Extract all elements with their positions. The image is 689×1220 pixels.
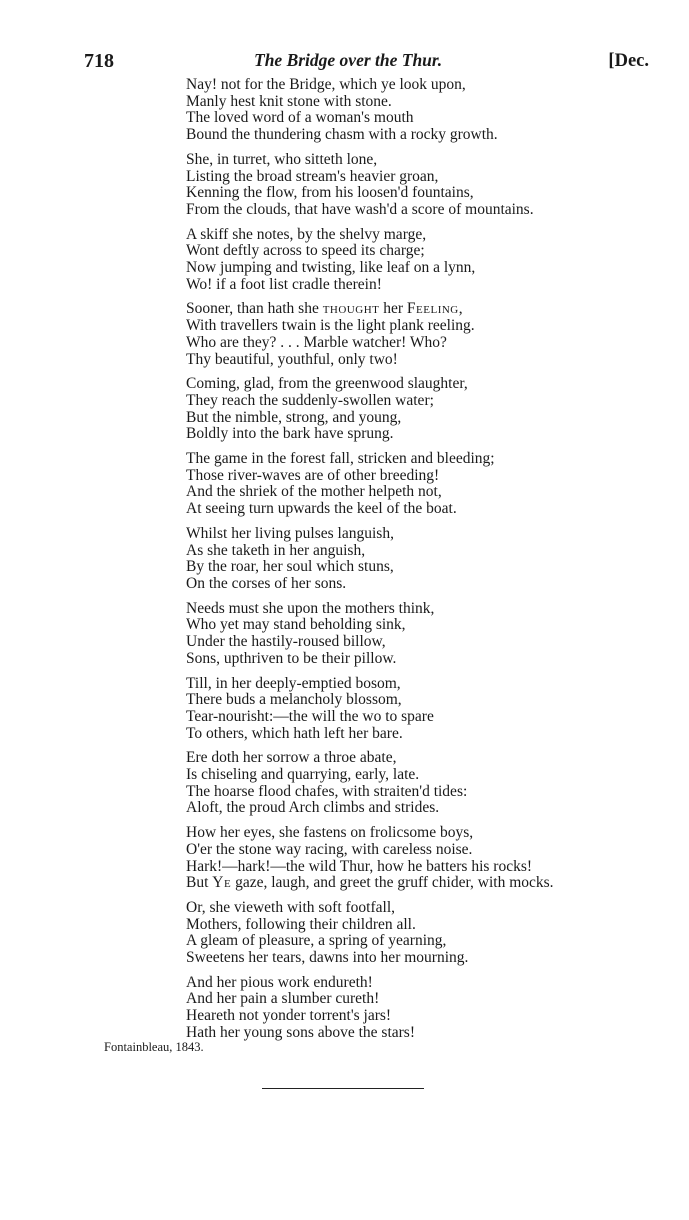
poem-line: Needs must she upon the mothers think, [186, 599, 435, 617]
poem-line: Now jumping and twisting, like leaf on a lynn, [186, 259, 476, 277]
poem-line: O'er the stone way racing, with careless noise. [186, 840, 473, 858]
line-text: But [186, 874, 213, 892]
poem-line: Till, in her deeply-emptied bosom, [186, 674, 401, 692]
poem-line: Sweetens her tears, dawns into her mourning. [186, 949, 469, 967]
stanza [186, 526, 646, 593]
poem-line: By the roar, her soul which stuns, [186, 558, 394, 576]
line-text: , [458, 300, 463, 318]
poem-line: Under the hastily-roused billow, [186, 633, 386, 651]
poem-line: A gleam of pleasure, a spring of yearning, [186, 932, 447, 950]
stanza [186, 825, 646, 892]
poem-line: Wo! if a foot list cradle therein! [186, 275, 382, 293]
stanza [186, 601, 646, 668]
poem-line: Is chiseling and quarrying, early, late. [186, 766, 420, 784]
poem-line: A skiff she notes, by the shelvy marge, [186, 225, 427, 243]
poem-line: Bound the thundering chasm with a rocky growth. [186, 126, 498, 144]
line-text: gaze, laugh, and greet the gruff chider, with mocks. [231, 874, 554, 892]
page-header [84, 50, 649, 74]
poem-line: They reach the suddenly-swollen water; [186, 391, 434, 409]
poem-line: To others, which hath left her bare. [186, 724, 403, 742]
poem-line: Ere doth her sorrow a throe abate, [186, 749, 397, 767]
poem-line: As she taketh in her anguish, [186, 541, 366, 559]
poem-line: Thy beautiful, youthful, only two! [186, 350, 398, 368]
poem-line: The hoarse flood chafes, with straiten'd tides: [186, 782, 468, 800]
poem-line: Nay! not for the Bridge, which ye look upon, [186, 76, 466, 93]
stanza [186, 376, 646, 443]
poem-line: Boldly into the bark have sprung. [186, 425, 394, 443]
poem-line: The game in the forest fall, stricken and bleeding; [186, 450, 495, 468]
poem-line: Wont deftly across to speed its charge; [186, 242, 425, 260]
poem-line: The loved word of a woman's mouth [186, 109, 414, 127]
stanza [186, 77, 646, 144]
stanza [186, 152, 646, 219]
poem-line: Those river-waves are of other breeding! [186, 466, 440, 484]
stanza [186, 227, 646, 294]
poem-line [186, 301, 646, 318]
poem-line: Hark!—hark!—the wild Thur, how he batters his rocks! [186, 857, 533, 875]
poem-line: Or, she vieweth with soft footfall, [186, 898, 396, 916]
closing-rule [262, 1088, 424, 1089]
stanza [186, 301, 646, 368]
poem-line: And her pain a slumber cureth! [186, 990, 380, 1008]
line-text: Sooner, than hath she [186, 300, 323, 318]
stanza [186, 676, 646, 743]
poem-line: And her pious work endureth! [186, 973, 373, 991]
poem-line: Coming, glad, from the greenwood slaughter, [186, 375, 468, 393]
line-text: her [379, 300, 407, 318]
poem-line: Whilst her living pulses languish, [186, 524, 394, 542]
poem-line: And the shriek of the mother helpeth not, [186, 483, 442, 501]
poem-line: Tear-nourisht:—the will the wo to spare [186, 707, 434, 725]
poem-line: Hath her young sons above the stars! [186, 1023, 416, 1041]
poem-line: Listing the broad stream's heavier groan, [186, 167, 439, 185]
poem-line: At seeing turn upwards the keel of the boat. [186, 500, 457, 518]
poem-body [186, 77, 646, 1050]
poem-line: Manly hest knit stone with stone. [186, 92, 392, 110]
poem-line: How her eyes, she fastens on frolicsome boys, [186, 824, 474, 842]
poem-line: Aloft, the proud Arch climbs and strides. [186, 799, 440, 817]
small-caps-word: Ye [212, 874, 232, 892]
poem-line: With travellers twain is the light plank reeling. [186, 317, 475, 335]
poem-line: There buds a melancholy blossom, [186, 691, 402, 709]
poem-line: Kenning the flow, from his loosen'd fountains, [186, 184, 474, 202]
poem-line: On the corses of her sons. [186, 574, 347, 592]
poem-line: Who are they? . . . Marble watcher! Who? [186, 333, 447, 351]
running-title: The Bridge over the Thur. [254, 50, 443, 70]
poem-line: But the nimble, strong, and young, [186, 408, 402, 426]
small-caps-word: Feeling [406, 300, 459, 318]
poem-line [186, 875, 646, 892]
poem-line: Who yet may stand beholding sink, [186, 616, 406, 634]
month-mark: [Dec. [608, 51, 649, 71]
poem-line: Sons, upthriven to be their pillow. [186, 649, 397, 667]
stanza [186, 750, 646, 817]
stanza [186, 975, 646, 1042]
small-caps-word: thought [322, 300, 380, 318]
place-date-signoff: Fontainbleau, 1843. [104, 1040, 204, 1054]
poem-line: Mothers, following their children all. [186, 915, 416, 933]
page-number: 718 [84, 50, 114, 72]
poem-line: From the clouds, that have wash'd a score of mountains. [186, 200, 534, 218]
poem-line: She, in turret, who sitteth lone, [186, 150, 378, 168]
poem-line: Heareth not yonder torrent's jars! [186, 1007, 392, 1025]
stanza [186, 451, 646, 518]
stanza [186, 900, 646, 967]
